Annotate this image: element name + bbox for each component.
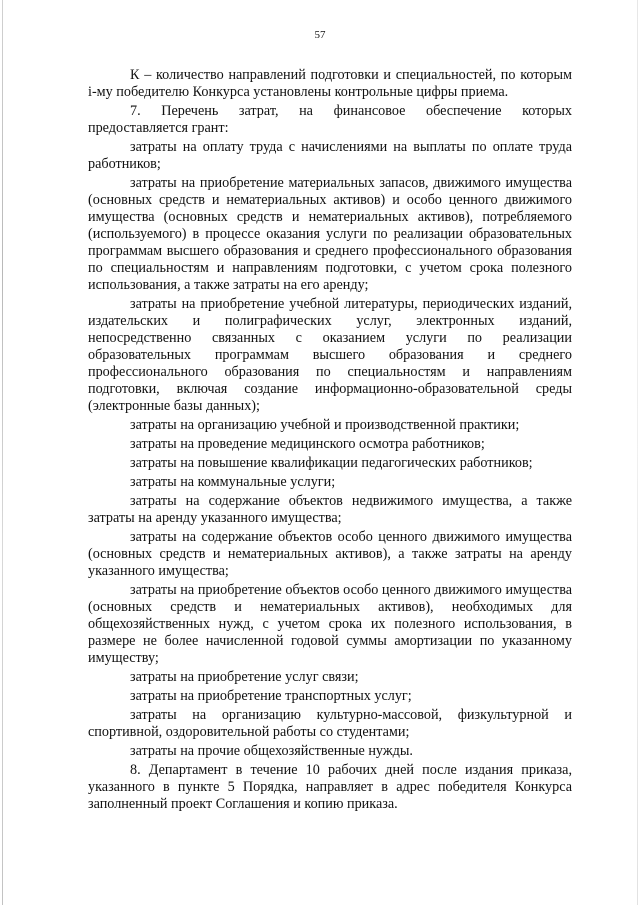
list-item-communication-costs: затраты на приобретение услуг связи; [130,669,359,685]
list-item-labor-costs: затраты на оплату труда с начислениями на выплаты по оплате труда работников; [88,139,572,172]
list-item-practice-costs: затраты на организацию учебной и производственной практики; [130,417,520,433]
list-item-cultural-sports-costs: затраты на организацию культурно-массовой, физкультурной и спортивной, оздоровительной работы со студентами; [88,707,572,740]
scan-edge-right [637,0,638,905]
list-item-valuable-property-upkeep: затраты на содержание объектов особо ценного движимого имущества (основных средств и нематериальных активов), а также затраты на аренду указанного имущества; [88,529,572,579]
list-item-real-estate-costs: затраты на содержание объектов недвижимого имущества, а также затраты на аренду указанного имущества; [88,493,572,526]
document-body [88,67,572,813]
scan-edge-left [2,0,3,905]
paragraph-section-8: 8. Департамент в течение 10 рабочих дней после издания приказа, указанного в пункте 5 Порядка, направляет в адрес победителя Конкурса заполненный проект Соглашения и копию приказа. [88,762,572,812]
paragraph-section-7-heading: 7. Перечень затрат, на финансовое обеспечение которых предоставляется грант: [88,103,572,136]
list-item-utilities-costs: затраты на коммунальные услуги; [130,474,336,490]
list-item-literature-costs: затраты на приобретение учебной литературы, периодических изданий, издательских и полиграфических услуг, электронных изданий, непосредственно связанных с оказанием услуги по реализации образовательных программам высшего образования и среднего профессионального образования по специальностям и направлениям подготовки, включая создание информационно-образовательной среды (электронные базы данных); [88,296,572,414]
list-item-material-costs: затраты на приобретение материальных запасов, движимого имущества (основных средств и нематериальных активов) и особо ценного движимого имущества (основных средств и нематериальных активов), потребляемого (используемого) в процессе оказания услуги по реализации образовательных программам высшего образования и среднего профессионального образования по специальностям и направлениям подготовки, с учетом срока полезного использования, а также затраты на его аренду; [88,175,572,293]
list-item-valuable-property-purchase: затраты на приобретение объектов особо ценного движимого имущества (основных средств и нематериальных активов), необходимых для общехозяйственных нужд, с учетом срока их полезного использования, в размере не более начисленной годовой суммы амортизации по указанному имуществу; [88,582,572,666]
page-number: 57 [314,29,326,41]
list-item-training-costs: затраты на повышение квалификации педагогических работников; [130,455,533,471]
list-item-transport-costs: затраты на приобретение транспортных услуг; [130,688,412,704]
list-item-medical-costs: затраты на проведение медицинского осмотра работников; [130,436,485,452]
list-item-other-costs: затраты на прочие общехозяйственные нужды. [130,743,413,759]
paragraph-k-definition: К – количество направлений подготовки и специальностей, по которым i-му победителю Конкурса установлены контрольные цифры приема. [88,67,572,100]
